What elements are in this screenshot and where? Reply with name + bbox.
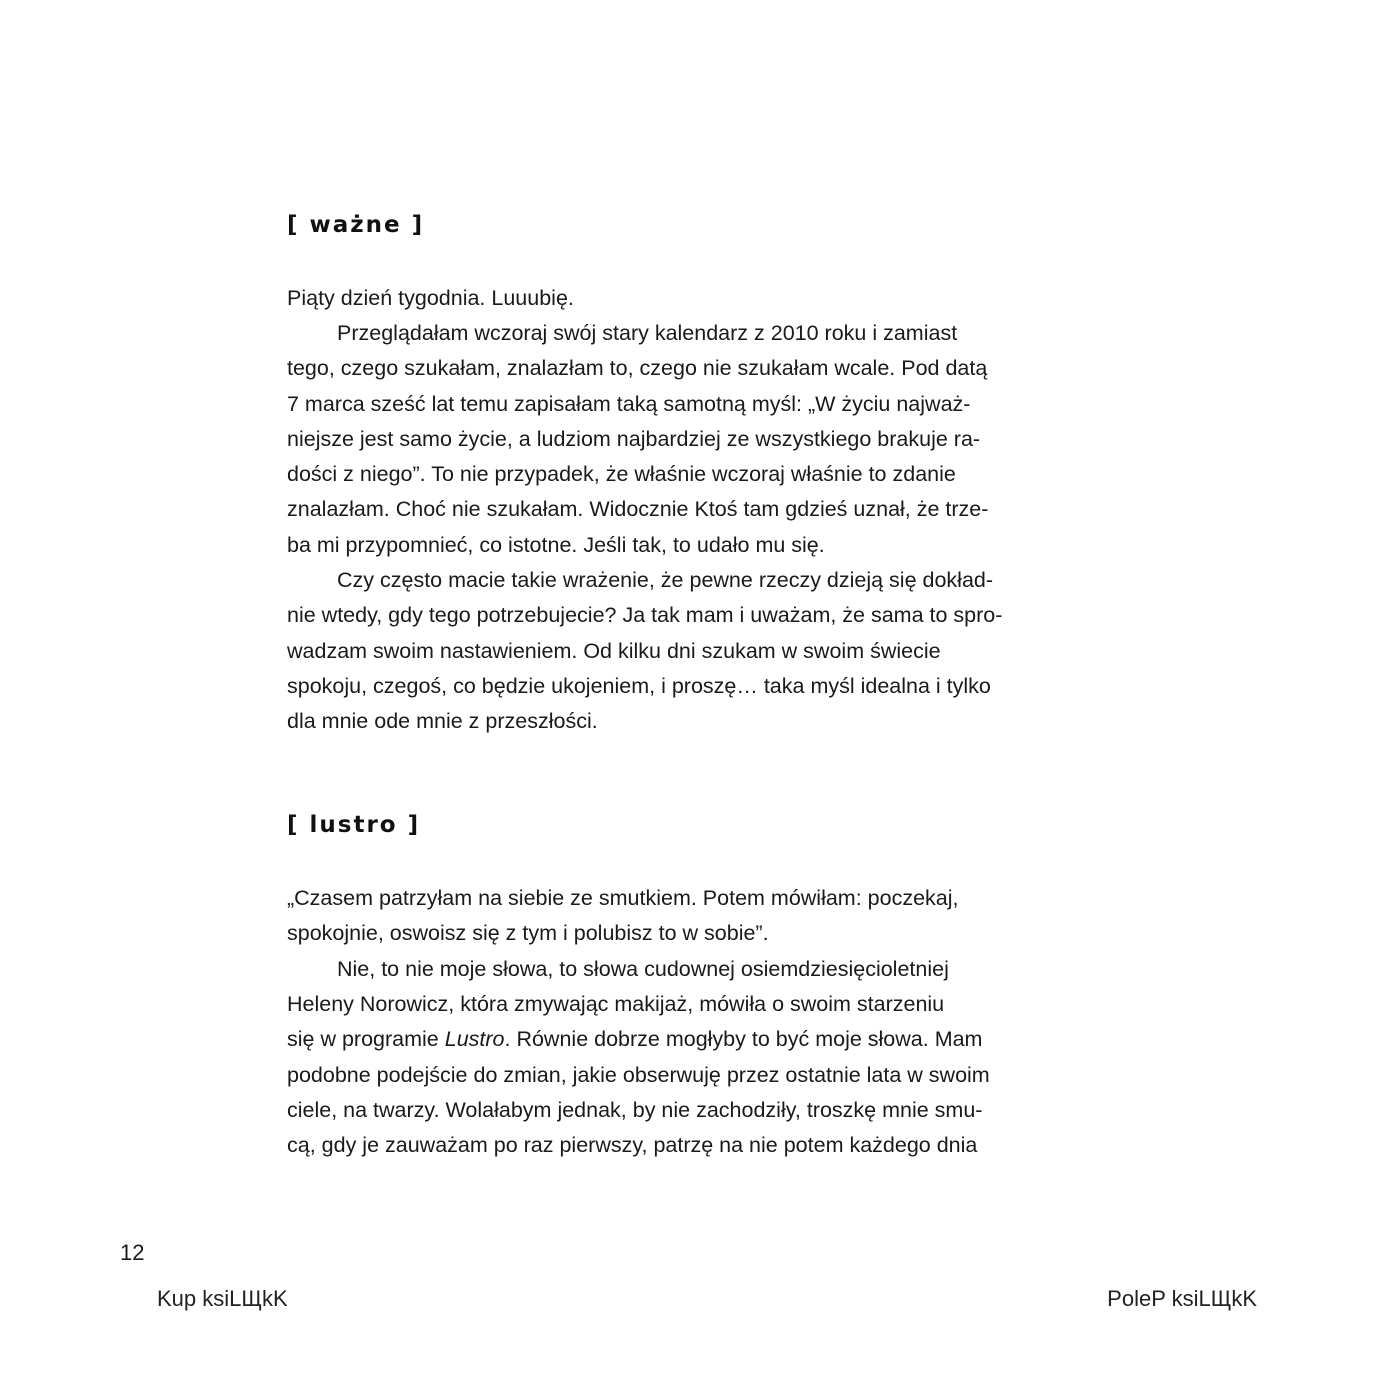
section-title-wazne: [ ważne ] [287,212,425,238]
section-title-lustro: [ lustro ] [287,812,421,838]
buy-book-link[interactable]: Kup ksiLЩkK [157,1286,288,1311]
paragraph-line: tego, czego szukałam, znalazłam to, czego nie szukałam wcale. Pod datą [287,356,988,380]
paragraph-line: znalazłam. Choć nie szukałam. Widocznie Ktoś tam gdzieś uznał, że trze- [287,497,989,521]
paragraph-line: 7 marca sześć lat temu zapisałam taką samotną myśl: „W życiu najważ- [287,392,971,416]
paragraph-line: ciele, na twarzy. Wolałabym jednak, by nie zachodziły, troszkę mnie smu- [287,1098,983,1122]
line-text: się w programie [287,1027,445,1051]
paragraph-line: Heleny Norowicz, która zmywając makijaż, mówiła o swoim starzeniu [287,992,945,1016]
paragraph-line: wadzam swoim nastawieniem. Od kilku dni szukam w swoim świecie [287,639,941,663]
recommend-book-link[interactable]: PoleP ksiLЩkK [1107,1286,1257,1311]
program-title: Lustro [444,1027,505,1051]
paragraph-line: dości z niego”. To nie przypadek, że właśnie wczoraj właśnie to zdanie [287,462,956,486]
paragraph-line: cą, gdy je zauważam po raz pierwszy, patrzę na nie potem każdego dnia [287,1133,978,1157]
paragraph-line: Przeglądałam wczoraj swój stary kalendarz z 2010 roku i zamiast [337,321,958,345]
paragraph-line: Nie, to nie moje słowa, to słowa cudownej osiemdziesięcioletniej [337,957,949,981]
paragraph-line: „Czasem patrzyłam na siebie ze smutkiem. Potem mówiłam: poczekaj, [287,886,959,910]
paragraph-line: Piąty dzień tygodnia. Luuubię. [287,286,574,310]
page-number: 12 [120,1240,145,1265]
line-text: . Równie dobrze mogłyby to być moje słowa. Mam [504,1027,983,1051]
paragraph-line: spokoju, czegoś, co będzie ukojeniem, i proszę… taka myśl idealna i tylko [287,674,991,698]
paragraph-line: podobne podejście do zmian, jakie obserwuję przez ostatnie lata w swoim [287,1063,990,1087]
paragraph-line: dla mnie ode mnie z przeszłości. [287,709,598,733]
paragraph-line [287,1025,982,1053]
paragraph-line: nie wtedy, gdy tego potrzebujecie? Ja tak mam i uważam, że sama to spro- [287,603,1003,627]
paragraph-line: niejsze jest samo życie, a ludziom najbardziej ze wszystkiego brakuje ra- [287,427,981,451]
paragraph-line: ba mi przypomnieć, co istotne. Jeśli tak, to udało mu się. [287,533,825,557]
paragraph-line: Czy często macie takie wrażenie, że pewne rzeczy dzieją się dokład- [337,568,994,592]
paragraph-line: spokojnie, oswoisz się z tym i polubisz to w sobie”. [287,921,769,945]
